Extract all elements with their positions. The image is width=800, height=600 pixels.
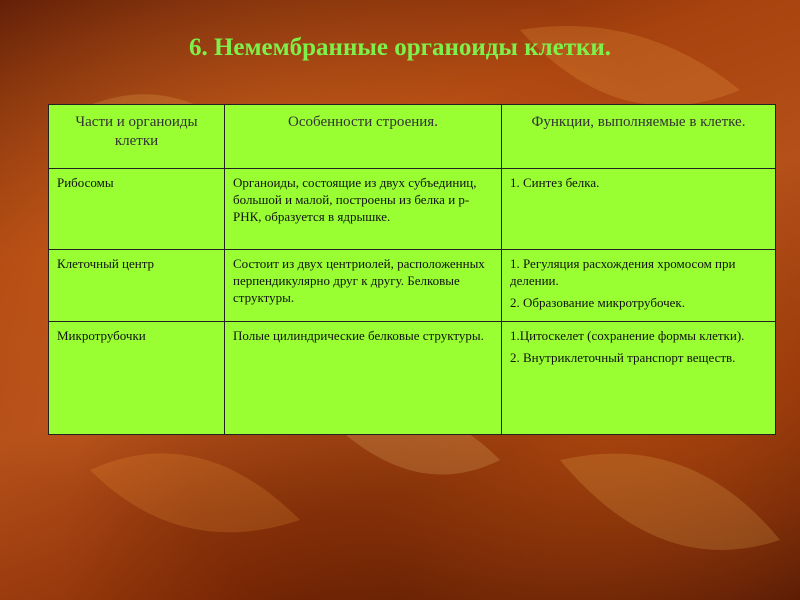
- page-title: 6. Немембранные органоиды клетки.: [188, 34, 612, 61]
- cell-structure: Органоиды, состоящие из двух субъединиц, большой и малой, построены из белка и р-РНК, образуется в ядрышке.: [225, 169, 502, 250]
- function-item: 1. Регуляция расхождения хромосом при делении.: [510, 256, 736, 288]
- cell-structure: Состоит из двух центриолей, расположенных перпендикулярно друг к другу. Белковые структуры.: [225, 250, 502, 322]
- cell-functions: [502, 169, 776, 250]
- function-item: 2. Образование микротрубочек.: [510, 295, 685, 310]
- table-row: [49, 169, 776, 250]
- cell-functions: [502, 322, 776, 435]
- cell-functions: [502, 250, 776, 322]
- cell-structure: Полые цилиндрические белковые структуры.: [225, 322, 502, 435]
- cell-part-name: Клеточный центр: [49, 250, 225, 322]
- function-item: 1. Синтез белка.: [510, 175, 600, 190]
- header-cell-structure: Особенности строения.: [225, 105, 502, 169]
- table-header-row: [49, 105, 776, 169]
- table-row: [49, 250, 776, 322]
- function-item: 1.Цитоскелет (сохранение формы клетки).: [510, 328, 745, 343]
- table-row: [49, 322, 776, 435]
- cell-part-name: Рибосомы: [49, 169, 225, 250]
- header-cell-functions: Функции, выполняемые в клетке.: [502, 105, 776, 169]
- function-item: 2. Внутриклеточный транспорт веществ.: [510, 350, 736, 365]
- header-cell-parts: Части и органоиды клетки: [49, 105, 225, 169]
- cell-part-name: Микротрубочки: [49, 322, 225, 435]
- organelles-table: [48, 104, 776, 435]
